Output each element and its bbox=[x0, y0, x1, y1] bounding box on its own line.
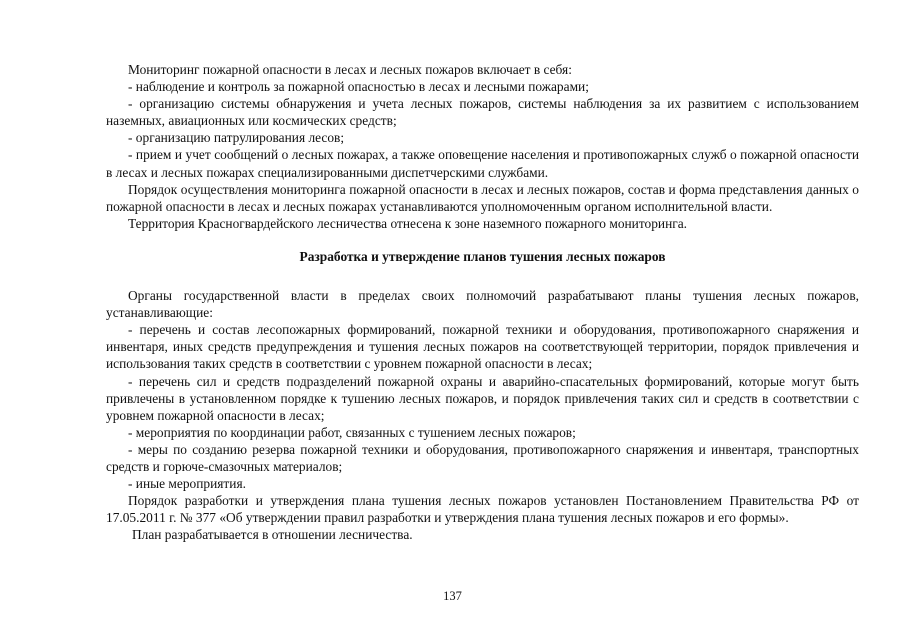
paragraph: - организацию системы обнаружения и учета лесных пожаров, системы наблюдения за их развитием с использованием наземных, авиационных или космических средств; bbox=[106, 96, 859, 129]
paragraph: - иные мероприятия. bbox=[128, 476, 246, 492]
page-content bbox=[106, 61, 859, 543]
page-number: 137 bbox=[443, 589, 462, 603]
paragraph: - наблюдение и контроль за пожарной опасностью в лесах и лесными пожарами; bbox=[128, 79, 589, 95]
paragraph: Территория Красногвардейского лесничества отнесена к зоне наземного пожарного мониторинга. bbox=[128, 215, 688, 231]
paragraph: - перечень сил и средств подразделений пожарной охраны и аварийно-спасательных формирований, которые могут быть привлечены в установленном порядке к тушению лесных пожаров, и порядок привлечения таких сил и средств в соответствии с уровнем пожарной опасности в лесах; bbox=[106, 373, 859, 423]
paragraph: - перечень и состав лесопожарных формирований, пожарной техники и оборудования, противопожарного снаряжения и инвентаря, иных средств предупреждения и тушения лесных пожаров на соответствующей территории, порядок привлечения и использования таких средств в соответствии с уровнем пожарной опасности в лесах; bbox=[106, 322, 859, 372]
planning-section bbox=[106, 287, 859, 543]
paragraph: - прием и учет сообщений о лесных пожарах, а также оповещение населения и противопожарных служб о пожарной опасности в лесах и лесных пожарах специализированными диспетчерскими службами. bbox=[106, 147, 859, 180]
monitoring-section bbox=[106, 61, 859, 232]
paragraph: - мероприятия по координации работ, связанных с тушением лесных пожаров; bbox=[128, 424, 576, 440]
paragraph: Порядок осуществления мониторинга пожарной опасности в лесах и лесных пожаров, состав и форма представления данных о пожарной опасности в лесах и лесных пожарах устанавливаются уполномоченным органом исполнительной власти. bbox=[106, 181, 859, 214]
paragraph: Мониторинг пожарной опасности в лесах и лесных пожаров включает в себя: bbox=[128, 62, 572, 77]
paragraph: - меры по созданию резерва пожарной техники и оборудования, противопожарного снаряжения и инвентаря, транспортных средств и горюче-смазочных материалов; bbox=[106, 441, 859, 474]
section-heading: Разработка и утверждение планов тушения лесных пожаров bbox=[299, 248, 666, 264]
paragraph: Порядок разработки и утверждения плана тушения лесных пожаров установлен Постановлением Правительства РФ от 17.05.2011 г. № 377 «Об утверждении правил разработки и утверждения плана тушения лесных пожаров и его формы». bbox=[106, 493, 859, 526]
paragraph: План разрабатывается в отношении лесничества. bbox=[132, 527, 413, 543]
paragraph: - организацию патрулирования лесов; bbox=[128, 130, 345, 146]
paragraph: Органы государственной власти в пределах своих полномочий разрабатывают планы тушения лесных пожаров, устанавливающие: bbox=[106, 288, 859, 321]
